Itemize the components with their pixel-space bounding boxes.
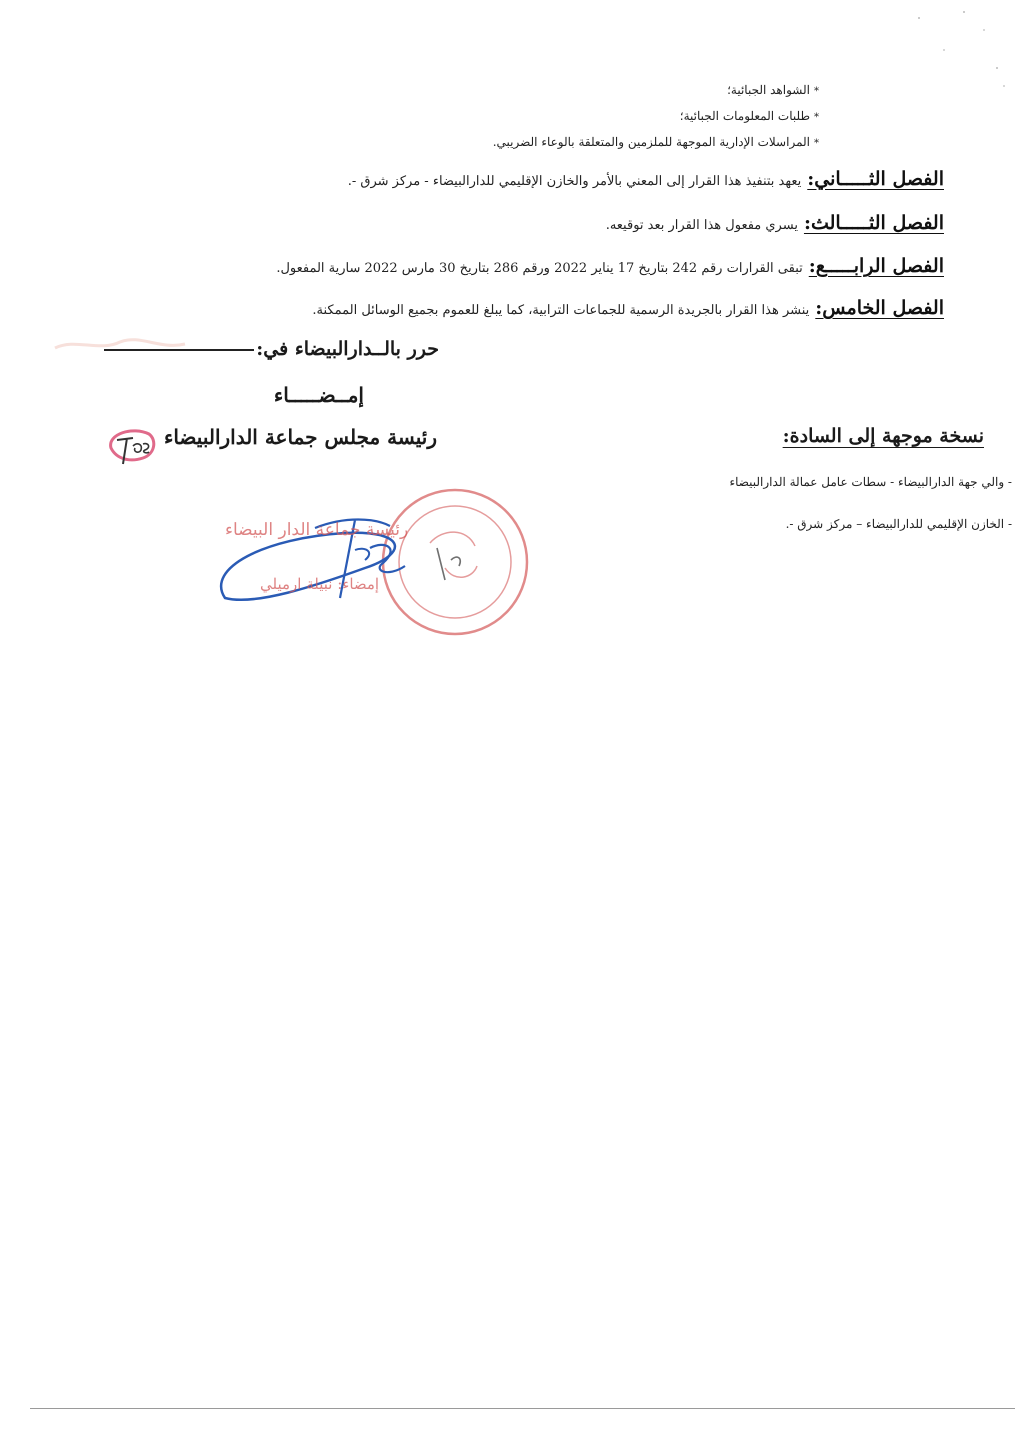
footer-divider bbox=[30, 1408, 1015, 1409]
signature-label: إمــضـــــاء bbox=[273, 383, 364, 407]
article-4 bbox=[84, 255, 944, 277]
faded-stamp-mark bbox=[50, 330, 190, 364]
article-2 bbox=[84, 168, 944, 190]
article-body: يسري مفعول هذا القرار بعد توقيعه. bbox=[605, 218, 798, 233]
bullet-item: *الشواهد الجبائية؛ bbox=[727, 83, 819, 97]
article-heading: الفصل الثـــــاني: bbox=[807, 168, 944, 190]
article-body: ينشر هذا القرار بالجريدة الرسمية للجماعات الترابية، كما يبلغ للعموم بجميع الوسائل الممكنة. bbox=[312, 303, 810, 318]
issued-at-label: حرر بالــدارالبيضاء في: bbox=[256, 338, 439, 360]
article-body: يعهد بتنفيذ هذا القرار إلى المعني بالأمر والخازن الإقليمي للدارالبيضاء - مركز شرق -. bbox=[347, 174, 802, 189]
copy-recipient: - الخازن الإقليمي للدارالبيضاء – مركز شرق -. bbox=[785, 517, 1012, 531]
handwritten-initials-icon bbox=[103, 420, 159, 470]
article-body: تبقى القرارات رقم 242 بتاريخ 17 يناير 2022 ورقم 286 بتاريخ 30 مارس 2022 سارية المفعول. bbox=[276, 261, 803, 276]
seal-text: إمضاء: نبيلة ارميلي bbox=[260, 575, 380, 593]
bullet-item: *المراسلات الإدارية الموجهة للملزمين والمتعلقة بالوعاء الضريبي. bbox=[492, 135, 819, 149]
article-heading: الفصل الرابـــــع: bbox=[808, 255, 944, 277]
article-3 bbox=[84, 212, 944, 234]
seal-text: رئيسة جماعة الدار البيضاء bbox=[225, 520, 409, 540]
bullet-item: *طلبات المعلومات الجبائية؛ bbox=[679, 109, 819, 123]
bullet-list bbox=[219, 78, 819, 156]
official-seal-stamp bbox=[205, 488, 535, 638]
president-title: رئيسة مجلس جماعة الدارالبيضاء bbox=[163, 425, 437, 449]
copies-title: نسخة موجهة إلى السادة: bbox=[782, 425, 984, 447]
copy-recipient: - والي جهة الدارالبيضاء - سطات عامل عمالة الدارالبيضاء bbox=[729, 475, 1012, 489]
scan-specks bbox=[864, 0, 1024, 120]
article-5 bbox=[84, 297, 944, 319]
article-heading: الفصل الخامس: bbox=[815, 297, 944, 319]
article-heading: الفصل الثـــــالث: bbox=[803, 212, 944, 234]
